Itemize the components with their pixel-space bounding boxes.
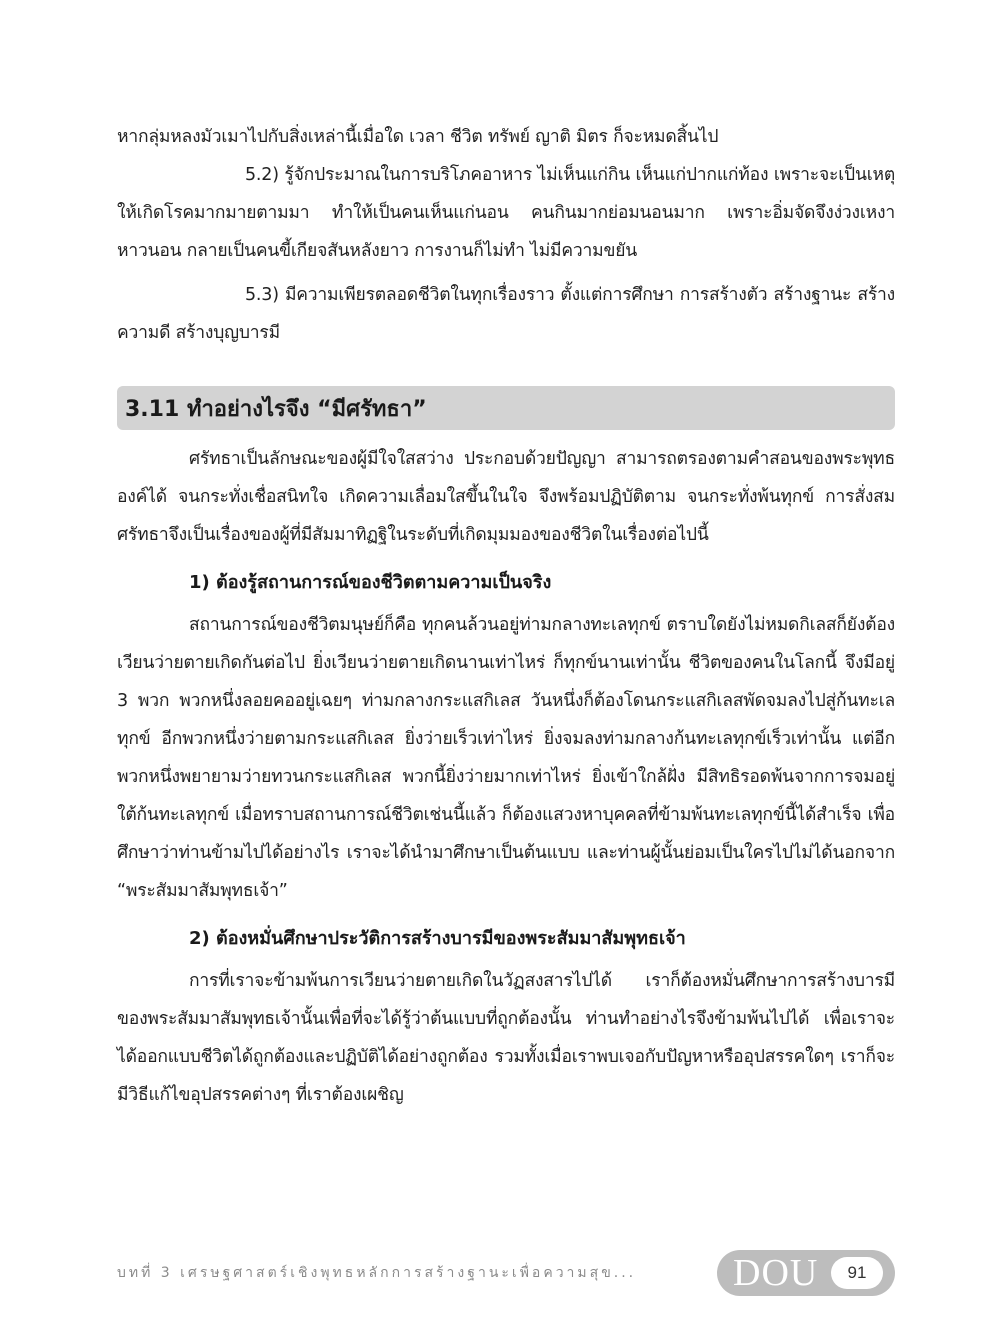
dou-logo: DOU: [733, 1252, 819, 1294]
intro-line: หากลุ่มหลงมัวเมาไปกับสิ่งเหล่านี้เมื่อใด เวลา ชีวิต ทรัพย์ ญาติ มิตร ก็จะหมดสิ้นไป: [117, 127, 719, 147]
section-intro: ศรัทธาเป็นลักษณะของผู้มีใจใสสว่าง ประกอบด้วยปัญญา สามารถตรองตามคำสอนของพระพุทธองค์ได้ จนกระทั่งเชื่อสนิทใจ เกิดความเลื่อมใสขึ้นในใจ จึงพร้อมปฏิบัติตาม จนกระทั่งพ้นทุกข์ การสั่งสมศรัทธาจึงเป็นเรื่องของผู้ที่มีสัมมาทิฏฐิในระดับที่เกิดมุมมองของชีวิตในเรื่องต่อไปนี้: [117, 449, 895, 545]
page-number: 91: [831, 1257, 883, 1289]
section-title: 3.11 ทำอย่างไรจึง “มีศรัทธา”: [125, 396, 427, 422]
item-5-3: 5.3) มีความเพียรตลอดชีวิตในทุกเรื่องราว ตั้งแต่การศึกษา การสร้างตัว สร้างฐานะ สร้างความดี สร้างบุญบารมี: [117, 285, 895, 343]
section-header: [117, 386, 895, 430]
subsection-2-body: การที่เราจะข้ามพ้นการเวียนว่ายตายเกิดในวัฏสงสารไปได้ เราก็ต้องหมั่นศึกษาการสร้างบารมีของพระสัมมาสัมพุทธเจ้านั้นเพื่อที่จะได้รู้ว่าต้นแบบที่ถูกต้องนั้น ท่านทำอย่างไรจึงข้ามพ้นไปได้ เพื่อเราจะได้ออกแบบชีวิตได้ถูกต้องและปฏิบัติได้อย่างถูกต้อง รวมทั้งเมื่อเราพบเจอกับปัญหาหรืออุปสรรคใดๆ เราก็จะมีวิธีแก้ไขอุปสรรคต่างๆ ที่เราต้องเผชิญ: [117, 971, 895, 1105]
subsection-1-body: สถานการณ์ของชีวิตมนุษย์ก็คือ ทุกคนล้วนอยู่ท่ามกลางทะเลทุกข์ ตราบใดยังไม่หมดกิเลสก็ยังต้องเวียนว่ายตายเกิดกันต่อไป ยิ่งเวียนว่ายตายเกิดนานเท่าไหร่ ก็ทุกข์นานเท่านั้น ชีวิตของคนในโลกนี้ จึงมีอยู่ 3 พวก พวกหนึ่งลอยคออยู่เฉยๆ ท่ามกลางกระแสกิเลส วันหนึ่งก็ต้องโดนกระแสกิเลสพัดจมลงไปสู่ก้นทะเลทุกข์ อีกพวกหนึ่งว่ายตามกระแสกิเลส ยิ่งว่ายเร็วเท่าไหร่ ยิ่งจมลงท่ามกลางก้นทะเลทุกข์เร็วเท่านั้น แต่อีกพวกหนึ่งพยายามว่ายทวนกระแสกิเลส พวกนี้ยิ่งว่ายมากเท่าไหร่ ยิ่งเข้าใกล้ฝั่ง มีสิทธิรอดพ้นจากการจมอยู่ใต้ก้นทะเลทุกข์ เมื่อทราบสถานการณ์ชีวิตเช่นนี้แล้ว ก็ต้องแสวงหาบุคคลที่ข้ามพ้นทะเลทุกข์นี้ได้สำเร็จ เพื่อศึกษาว่าท่านข้ามไปได้อย่างไร เราจะได้นำมาศึกษาเป็นต้นแบบ และท่านผู้นั้นย่อมเป็นใครไปไม่ได้นอกจาก “พระสัมมาสัมพุทธเจ้า”: [117, 615, 895, 901]
subheading-1: 1) ต้องรู้สถานการณ์ของชีวิตตามความเป็นจริง: [189, 572, 552, 593]
chapter-running-title: บทที่ 3 เศรษฐศาสตร์เชิงพุทธหลักการสร้างฐานะเพื่อความสุข...: [117, 1265, 637, 1281]
subheading-2: 2) ต้องหมั่นศึกษาประวัติการสร้างบารมีของพระสัมมาสัมพุทธเจ้า: [189, 928, 686, 949]
page-content: [117, 118, 895, 1114]
page-footer: [117, 1250, 895, 1296]
item-5-2: 5.2) รู้จักประมาณในการบริโภคอาหาร ไม่เห็นแก่กิน เห็นแก่ปากแก่ท้อง เพราะจะเป็นเหตุให้เกิดโรคมากมายตามมา ทำให้เป็นคนเห็นแก่นอน คนกินมากย่อมนอนมาก เพราะอิ่มจัดจึงง่วงเหงาหาวนอน กลายเป็นคนขี้เกียจสันหลังยาว การงานก็ไม่ทำ ไม่มีความขยัน: [117, 165, 895, 261]
footer-badge: [717, 1250, 895, 1296]
